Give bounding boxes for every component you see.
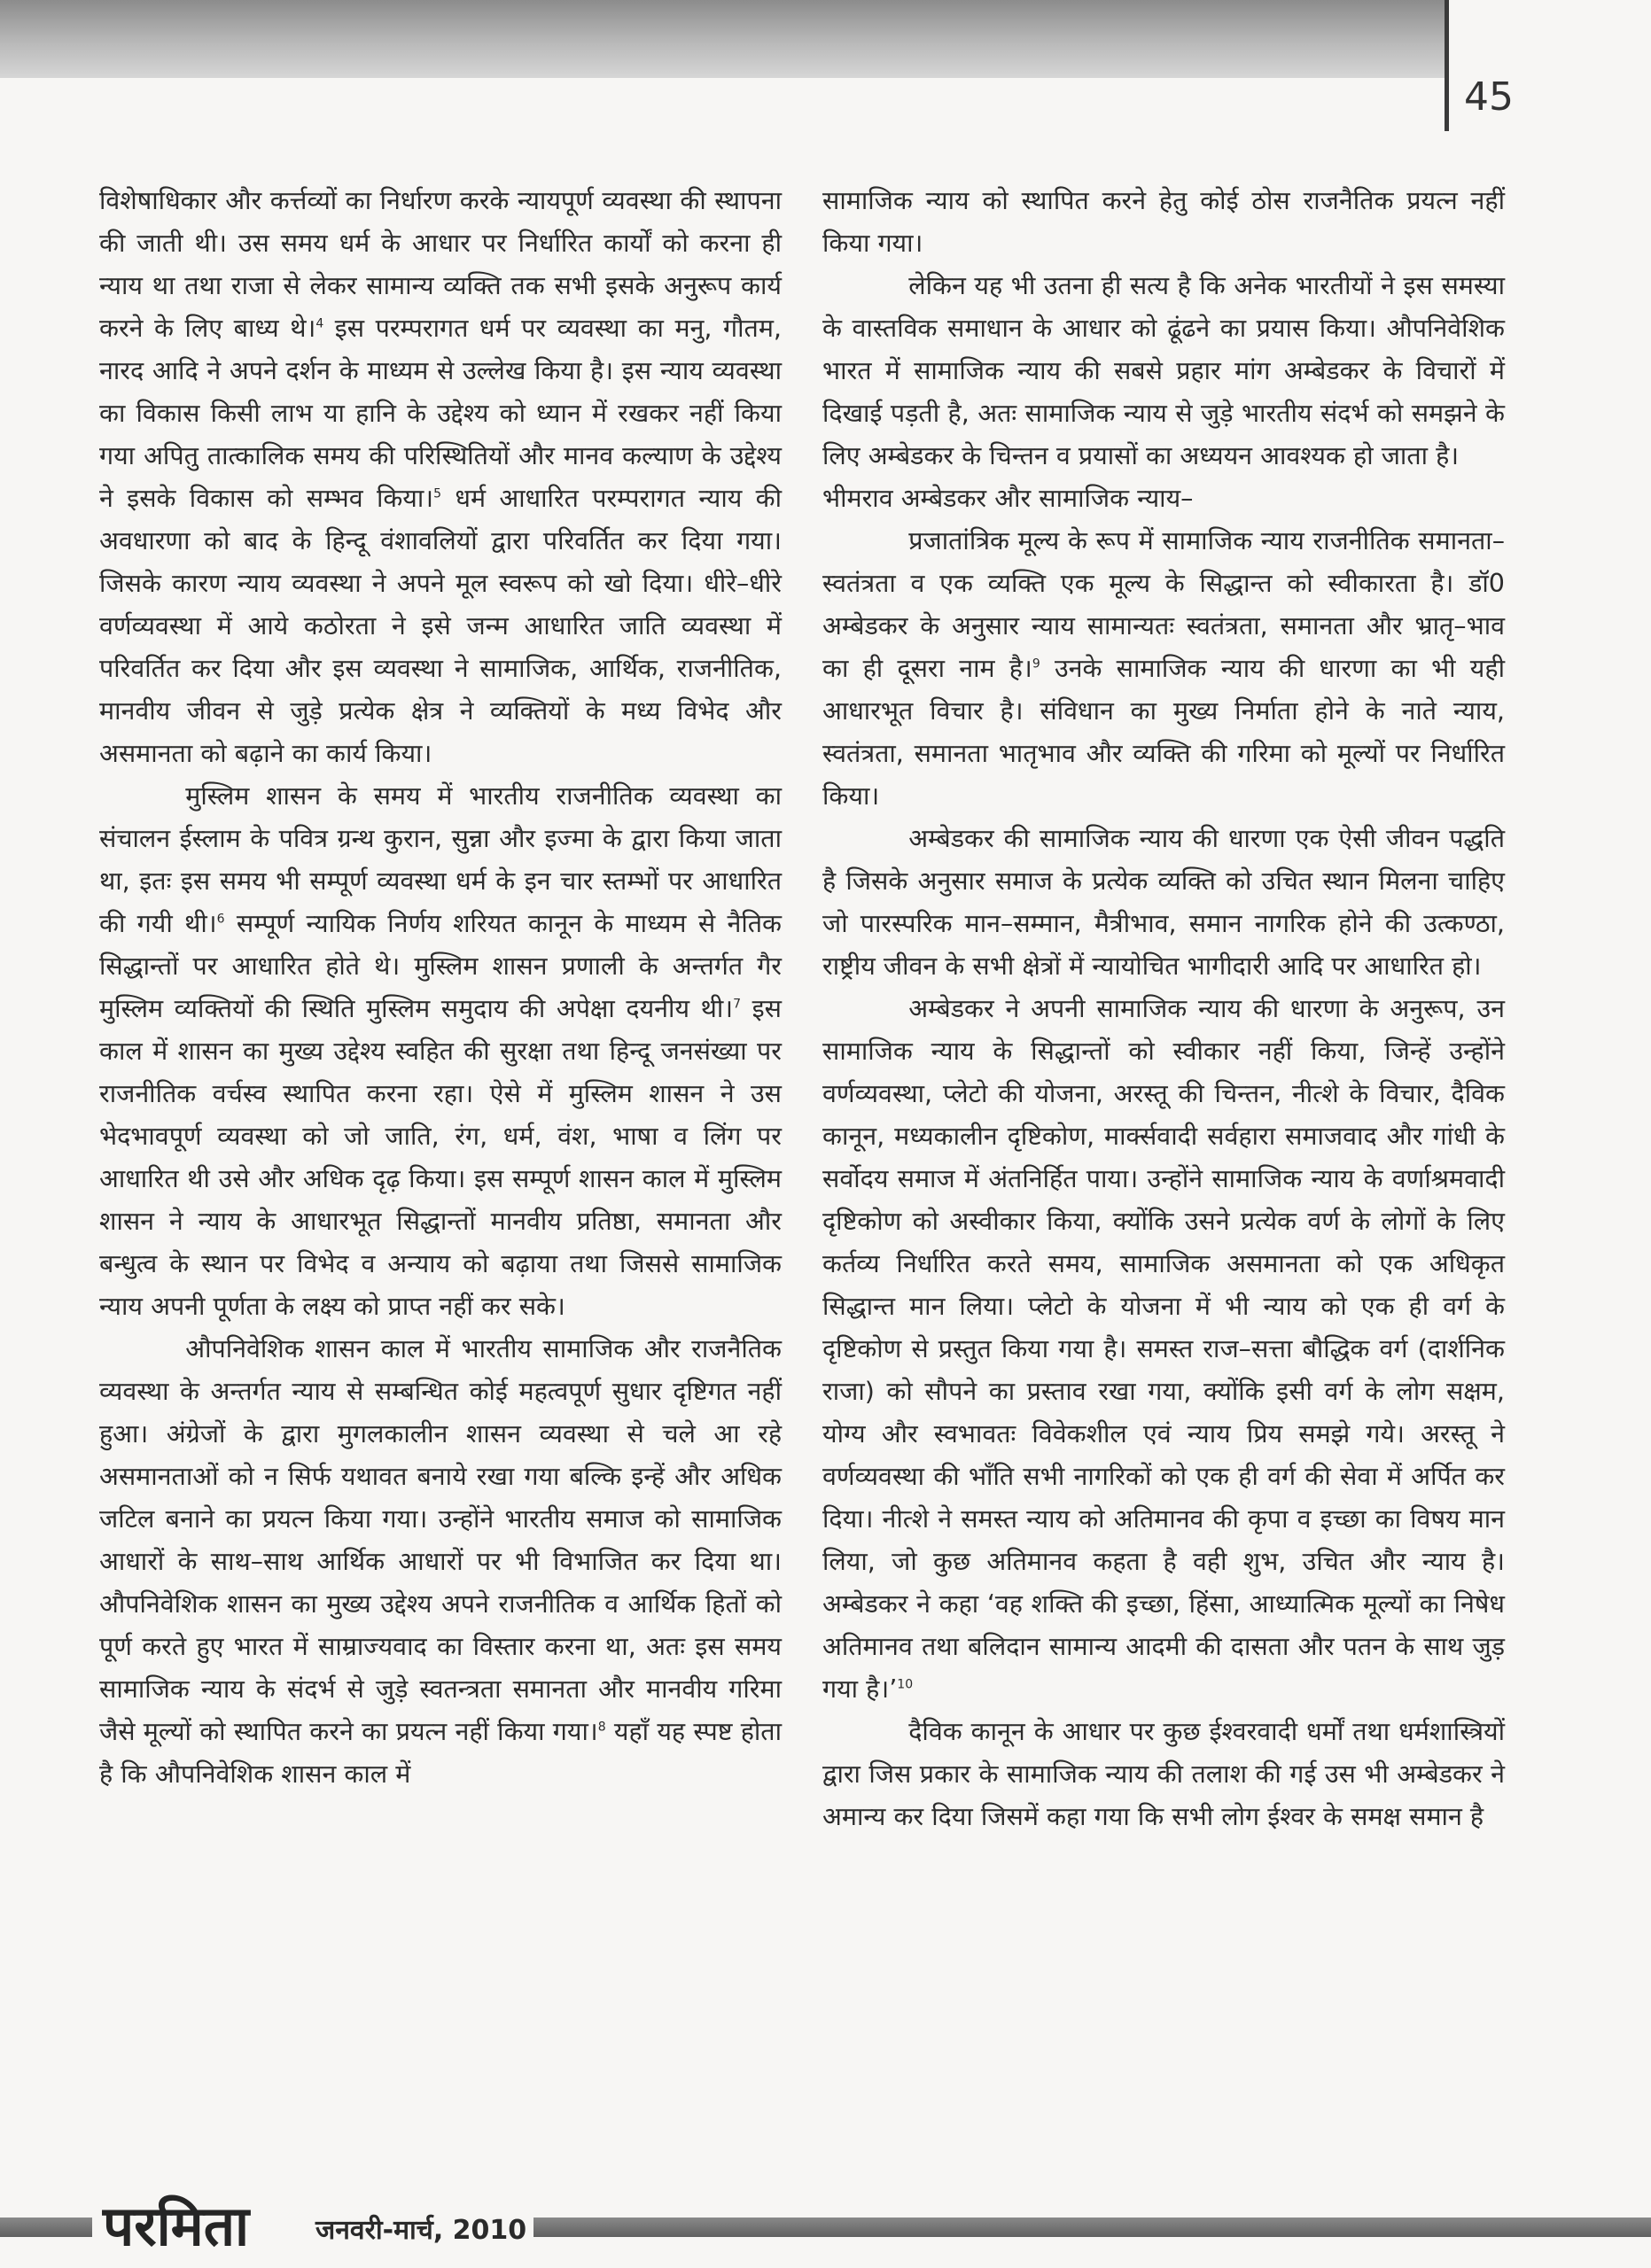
text-run: अम्बेडकर की सामाजिक न्याय की धारणा एक ऐसी जीवन पद्धति है जिसके अनुसार समाज के प्रत्येक व्यक्ति को उचित स्थान मिलना चाहिए जो पारस्परिक मान–सम्मान, मैत्रीभाव, समान नागरिक होने की उत्कण्ठा, राष्ट्रीय जीवन के सभी क्षेत्रों में न्यायोचित भागीदारी आदि पर आधारित हो। [822, 823, 1505, 981]
footnote-marker: 4 [315, 316, 324, 331]
section-heading [822, 477, 1505, 519]
text-run: सम्पूर्ण न्यायिक निर्णय शरियत कानून के माध्यम से नैतिक सिद्धान्तों पर आधारित होते थे। मुस्लिम शासन प्रणाली के अन्तर्गत गैर मुस्लिम व्यक्तियों की स्थिति मुस्लिम समुदाय की अपेक्षा दयनीय थी। [99, 908, 783, 1023]
paragraph [822, 1710, 1505, 1837]
text-run: दैविक कानून के आधार पर कुछ ईश्वरवादी धर्मों तथा धर्मशास्त्रियों द्वारा जिस प्रकार के सामाजिक न्याय की तलाश की गई उस भी अम्बेडकर ने अमान्य कर दिया जिसमें कहा गया कि सभी लोग ईश्वर के समक्ष समान है [822, 1716, 1505, 1831]
paragraph [99, 179, 782, 774]
text-run: औपनिवेशिक शासन काल में भारतीय सामाजिक और राजनैतिक व्यवस्था के अन्तर्गत न्याय से सम्बन्धित कोई महत्वपूर्ण सुधार दृष्टिगत नहीं हुआ। अंग्रेजों के द्वारा मुगलकालीन शासन व्यवस्था से चले आ रहे असमानताओं को न सिर्फ यथावत बनाये रखा गया बल्कि इन्हें और अधिक जटिल बनाने का प्रयत्न किया गया। उन्होंने भारतीय समाज को सामाजिक आधारों के साथ–साथ आर्थिक आधारों पर भी विभाजित कर दिया था। औपनिवेशिक शासन का मुख्य उद्देश्य अपने राजनीतिक व आर्थिक हितों को पूर्ण करते हुए भारत में साम्राज्यवाद का विस्तार करना था, अतः इस समय सामाजिक न्याय के संदर्भ से जुड़े स्वतन्त्रता समानता और मानवीय गरिमा जैसे मूल्यों को स्थापित करने का प्रयत्न नहीं किया गया। [99, 1333, 782, 1746]
journal-logo: परमिता [103, 2194, 250, 2258]
text-run: लेकिन यह भी उतना ही सत्य है कि अनेक भारतीयों ने इस समस्या के वास्तविक समाधान के आधार को ढूंढने का प्रयास किया। औपनिवेशिक भारत में सामाजिक न्याय की सबसे प्रहार मांग अम्बेडकर के विचारों में दिखाई पड़ती है, अतः सामाजिक न्याय से जुड़े भारतीय संदर्भ को समझने के लिए अम्बेडकर के चिन्तन व प्रयासों का अध्ययन आवश्यक हो जाता है। [822, 270, 1505, 470]
text-run: यहाँ यह स्पष्ट होता है कि औपनिवेशिक शासन काल में [99, 1716, 782, 1789]
text-run: भीमराव अम्बेडकर और सामाजिक न्याय– [822, 483, 1194, 513]
text-run: धर्म आधारित परम्परागत न्याय की अवधारणा को बाद के हिन्दू वंशावलियों द्वारा परिवर्तित कर दिया गया। जिसके कारण न्याय व्यवस्था ने अपने मूल स्वरूप को खो दिया। धीरे–धीरे वर्णव्यवस्था में आये कठोरता ने इसे जन्म आधारित जाति व्यवस्था में परिवर्तित कर दिया और इस व्यवस्था ने सामाजिक, आर्थिक, राजनीतिक, मानवीय जीवन से जुड़े प्रत्येक क्षेत्र ने व्यक्तियों के मध्य विभेद और असमानता को बढ़ाने का कार्य किया। [99, 483, 782, 768]
footnote-marker: 7 [733, 997, 742, 1012]
text-run: इस परम्परागत धर्म पर व्यवस्था का मनु, गौतम, नारद आदि ने अपने दर्शन के माध्यम से उल्लेख किया है। इस न्याय व्यवस्था का विकास किसी लाभ या हानि के उद्देश्य को ध्यान में रखकर नहीं किया गया अपितु तात्कालिक समय की परिस्थितियों और मानव कल्याण के उद्देश्य ने इसके विकास को सम्भव किया। [99, 313, 783, 513]
footnote-marker: 9 [1032, 656, 1040, 672]
right-text-column [822, 179, 1505, 1837]
text-run: सामाजिक न्याय को स्थापित करने हेतु कोई ठोस राजनैतिक प्रयत्न नहीं किया गया। [822, 185, 1505, 258]
paragraph [822, 817, 1505, 987]
text-run: मुस्लिम शासन के समय में भारतीय राजनीतिक व्यवस्था का संचालन ईस्लाम के पवित्र ग्रन्थ कुरान, सुन्ना और इज्मा के द्वारा किया जाता था, इतः इस समय भी सम्पूर्ण व्यवस्था धर्म के इन चार स्तम्भों पर आधारित की गयी थी। [99, 781, 782, 938]
issue-date: जनवरी-मार्च, 2010 [315, 2215, 527, 2246]
text-run: विशेषाधिकार और कर्त्तव्यों का निर्धारण करके न्यायपूर्ण व्यवस्था की स्थापना की जाती थी। उस समय धर्म के आधार पर निर्धारित कार्यों को करना ही न्याय था तथा राजा से लेकर सामान्य व्यक्ति तक सभी इसके अनुरूप कार्य करने के लिए बाध्य थे। [99, 185, 782, 343]
text-run: प्रजातांत्रिक मूल्य के रूप में सामाजिक न्याय राजनीतिक समानता– स्वतंत्रता व एक व्यक्ति एक मूल्य के सिद्धान्त को स्वीकारता है। डॉ0 अम्बेडकर के अनुसार न्याय सामान्यतः स्वतंत्रता, समानता और भ्रातृ–भाव का ही दूसरा नाम है। [822, 525, 1505, 683]
paragraph [822, 264, 1505, 477]
paragraph [822, 179, 1505, 264]
left-text-column [99, 179, 782, 1795]
footnote-marker: 5 [433, 486, 442, 501]
paragraph [822, 519, 1505, 817]
paragraph [99, 1327, 782, 1795]
footnote-marker: 6 [216, 912, 225, 927]
footnote-marker: 8 [597, 1720, 606, 1735]
text-run: अम्बेडकर ने अपनी सामाजिक न्याय की धारणा के अनुरूप, उन सामाजिक न्याय के सिद्धान्तों को स्वीकार नहीं किया, जिन्हें उन्होंने वर्णव्यवस्था, प्लेटो की योजना, अरस्तू की चिन्तन, नीत्शे के विचार, दैविक कानून, मध्यकालीन दृष्टिकोण, मार्क्सवादी सर्वहारा समाजवाद और गांधी के सर्वोदय समाज में अंतनिर्हित पाया। उन्होंने सामाजिक न्याय के वर्णाश्रमवादी दृष्टिकोण को अस्वीकार किया, क्योंकि उसने प्रत्येक वर्ण के लोगों के लिए कर्तव्य निर्धारित करते समय, सामाजिक असमानता को एक अधिकृत सिद्धान्त मान लिया। प्लेटो के योजना में भी न्याय को एक ही वर्ग के दृष्टिकोण से प्रस्तुत किया गया है। समस्त राज–सत्ता बौद्धिक वर्ग (दार्शनिक राजा) को सौपने का प्रस्ताव रखा गया, क्योंकि इसी वर्ग के लोग सक्षम, योग्य और स्वभावतः विवेकशील एवं न्याय प्रिय समझे गये। अरस्तू ने वर्णव्यवस्था की भाँति सभी नागरिकों को एक ही वर्ग की सेवा में अर्पित कर दिया। नीत्शे ने समस्त न्याय को अतिमानव की कृपा व इच्छा का विषय मान लिया, जो कुछ अतिमानव कहता है वही शुभ, उचित और न्याय है। अम्बेडकर ने कहा ‘वह शक्ति की इच्छा, हिंसा, आध्यात्मिक मूल्यों का निषेध अतिमानव तथा बलिदान सामान्य आदमी की दासता और पतन के साथ जुड़ गया है।’ [822, 993, 1505, 1704]
text-run: उनके सामाजिक न्याय की धारणा का भी यही आधारभूत विचार है। संविधान का मुख्य निर्माता होने के नाते न्याय, स्वतंत्रता, समानता भातृभाव और व्यक्ति की गरिमा को मूल्यों पर निर्धारित किया। [822, 653, 1505, 811]
header-band [0, 0, 1651, 78]
paragraph [822, 987, 1505, 1710]
text-run: इस काल में शासन का मुख्य उद्देश्य स्वहित की सुरक्षा तथा हिन्दू जनसंख्या पर राजनीतिक वर्चस्व स्थापित करना रहा। ऐसे में मुस्लिम शासन ने उस भेदभावपूर्ण व्यवस्था को जो जाति, रंग, धर्म, वंश, भाषा व लिंग पर आधारित थी उसे और अधिक दृढ़ किया। इस सम्पूर्ण शासन काल में मुस्लिम शासन ने न्याय के आधारभूत सिद्धान्तों मानवीय प्रतिष्ठा, समानता और बन्धुत्व के स्थान पर विभेद व अन्याय को बढ़ाया तथा जिससे सामाजिक न्याय अपनी पूर्णता के लक्ष्य को प्राप्त नहीं कर सके। [99, 993, 782, 1321]
footnote-marker: 10 [897, 1677, 914, 1692]
page-number: 45 [1464, 74, 1514, 120]
paragraph [99, 774, 782, 1327]
